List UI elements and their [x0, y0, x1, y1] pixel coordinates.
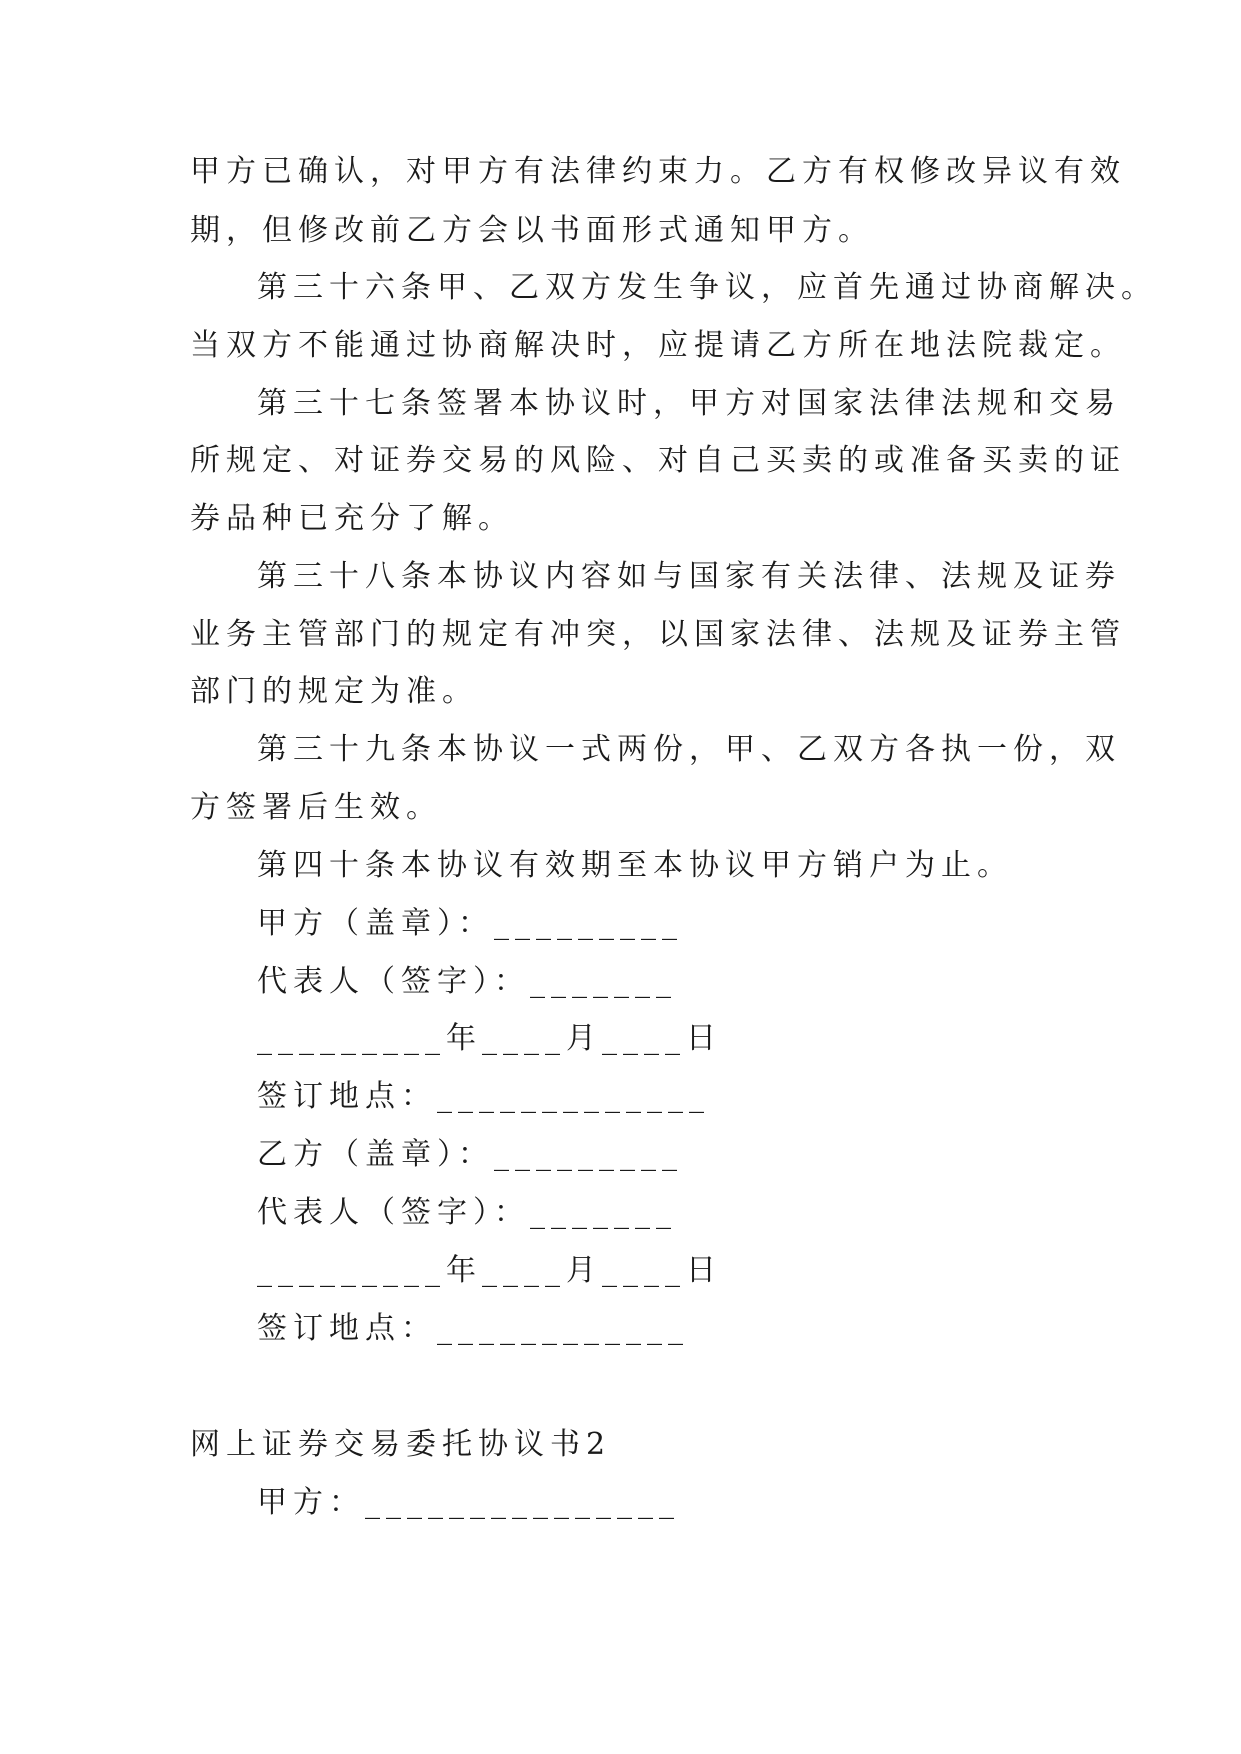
party-a-date-line: _________年____月____日: [257, 1021, 722, 1056]
article-36-line: 当双方不能通过协商解决时，应提请乙方所在地法院裁定。: [190, 328, 1126, 363]
party-a-seal-line: 甲方（盖章）：_________: [257, 906, 683, 941]
article-39-line: 方签署后生效。: [190, 790, 442, 825]
party-b-representative-line: 代表人（签字）：_______: [257, 1195, 677, 1230]
next-section-title: 网上证券交易委托协议书2: [190, 1427, 612, 1462]
article-40-line: 第四十条本协议有效期至本协议甲方销户为止。: [257, 848, 1013, 883]
article-38-line: 业务主管部门的规定有冲突，以国家法律、法规及证券主管: [190, 617, 1126, 652]
article-37-line: 所规定、对证券交易的风险、对自己买卖的或准备买卖的证: [190, 443, 1126, 478]
article-39-line: 第三十九条本协议一式两份，甲、乙双方各执一份，双: [257, 732, 1121, 767]
article-38-line: 部门的规定为准。: [190, 674, 478, 709]
article-37-line: 券品种已充分了解。: [190, 501, 514, 536]
text-line: 甲方已确认，对甲方有法律约束力。乙方有权修改异议有效: [190, 154, 1126, 189]
party-a-representative-line: 代表人（签字）：_______: [257, 964, 677, 999]
article-36-line: 第三十六条甲、乙双方发生争议，应首先通过协商解决。: [257, 270, 1157, 305]
article-37-line: 第三十七条签署本协议时，甲方对国家法律法规和交易: [257, 386, 1121, 421]
party-a-place-line: 签订地点：_____________: [257, 1079, 710, 1114]
article-38-line: 第三十八条本协议内容如与国家有关法律、法规及证券: [257, 559, 1121, 594]
party-b-date-line: _________年____月____日: [257, 1253, 722, 1288]
next-party-a-line: 甲方：_______________: [257, 1485, 680, 1520]
text-line: 期，但修改前乙方会以书面形式通知甲方。: [190, 213, 874, 248]
party-b-seal-line: 乙方（盖章）：_________: [257, 1137, 683, 1172]
party-b-place-line: 签订地点：____________: [257, 1311, 689, 1346]
